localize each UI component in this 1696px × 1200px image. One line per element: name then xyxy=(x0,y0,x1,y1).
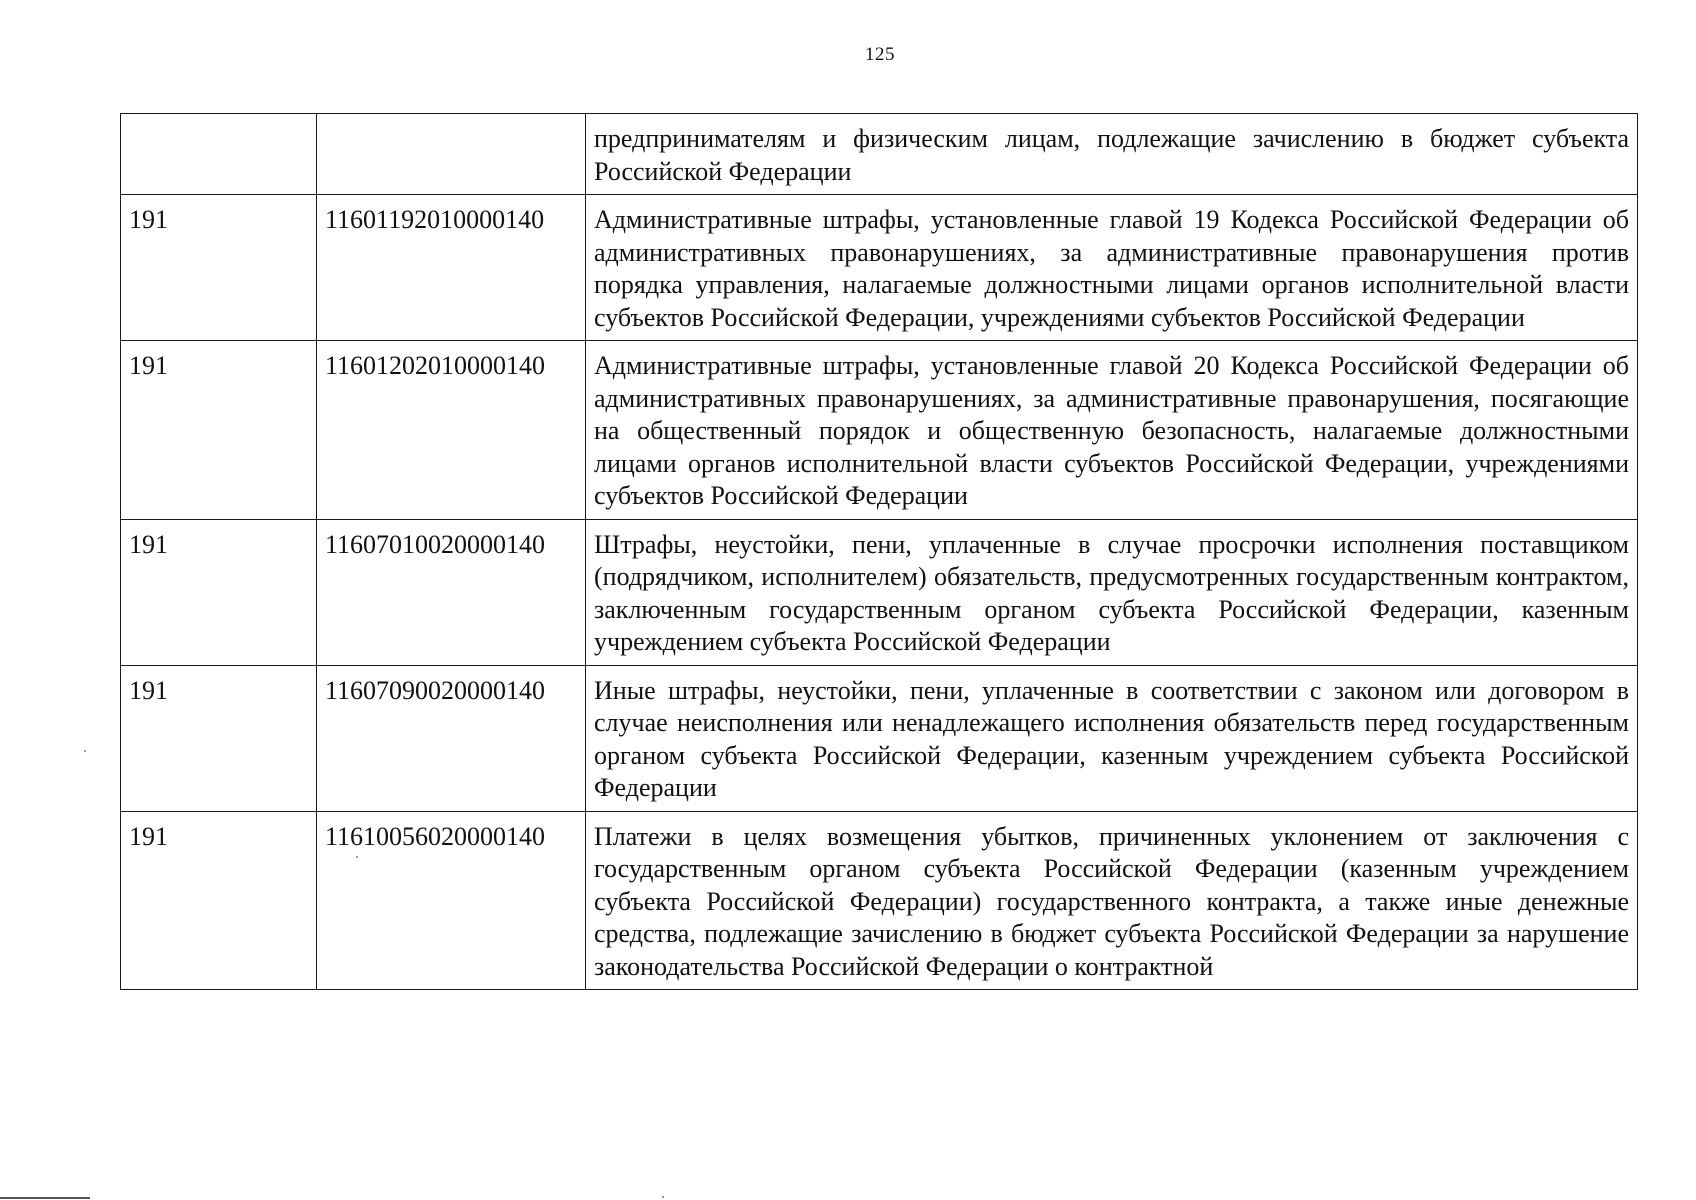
table-row xyxy=(121,195,1638,341)
revenue-name-cell: Платежи в целях возмещения убытков, причиненных уклонением от заключения с государственным органом субъекта Российской Федерации (казенным учреждением субъекта Российской Федерации) государственного контракта, а также иные денежные средства, подлежащие зачислению в бюджет субъекта Российской Федерации за нарушение законодательства Российской Федерации о контрактной xyxy=(586,811,1638,990)
admin-code-cell: 191 xyxy=(121,341,317,520)
scan-artifact-line xyxy=(0,1197,90,1199)
revenue-name-cell: Иные штрафы, неустойки, пени, уплаченные в соответствии с законом или договором в случае неисполнения или ненадлежащего исполнения обязательств перед государственным органом субъекта Российской Федерации, казенным учреждением субъекта Российской Федерации xyxy=(586,665,1638,811)
admin-code-cell: 191 xyxy=(121,195,317,341)
revenue-codes-table xyxy=(120,113,1638,990)
budget-code-cell: 11601202010000140 xyxy=(317,341,586,520)
budget-code-cell: 11601192010000140 xyxy=(317,195,586,341)
budget-code-cell: 11610056020000140 xyxy=(317,811,586,990)
revenue-name-cell: предпринимателям и физическим лицам, подлежащие зачислению в бюджет субъекта Российской Федерации xyxy=(586,114,1638,195)
budget-code-cell: 11607010020000140 xyxy=(317,519,586,665)
revenue-name-cell: Административные штрафы, установленные главой 20 Кодекса Российской Федерации об административных правонарушениях, за административные правонарушения, посягающие на общественный порядок и общественную безопасность, налагаемые должностными лицами органов исполнительной власти субъектов Российской Федерации, учреждениями субъектов Российской Федерации xyxy=(586,341,1638,520)
admin-code-cell: 191 xyxy=(121,811,317,990)
table-row xyxy=(121,341,1638,520)
admin-code-cell xyxy=(121,114,317,195)
scan-speck xyxy=(662,1196,664,1198)
table-row xyxy=(121,519,1638,665)
budget-code-cell: 11607090020000140 xyxy=(317,665,586,811)
table-row xyxy=(121,114,1638,195)
table-row xyxy=(121,811,1638,990)
budget-code-cell xyxy=(317,114,586,195)
scan-speck xyxy=(356,856,358,858)
scan-speck xyxy=(84,750,86,752)
revenue-name-cell: Штрафы, неустойки, пени, уплаченные в случае просрочки исполнения поставщиком (подрядчиком, исполнителем) обязательств, предусмотренных государственным контрактом, заключенным государственным органом субъекта Российской Федерации, казенным учреждением субъекта Российской Федерации xyxy=(586,519,1638,665)
page-number: 125 xyxy=(865,44,895,65)
revenue-name-cell: Административные штрафы, установленные главой 19 Кодекса Российской Федерации об административных правонарушениях, за административные правонарушения против порядка управления, налагаемые должностными лицами органов исполнительной власти субъектов Российской Федерации, учреждениями субъектов Российской Федерации xyxy=(586,195,1638,341)
admin-code-cell: 191 xyxy=(121,665,317,811)
admin-code-cell: 191 xyxy=(121,519,317,665)
table-row xyxy=(121,665,1638,811)
